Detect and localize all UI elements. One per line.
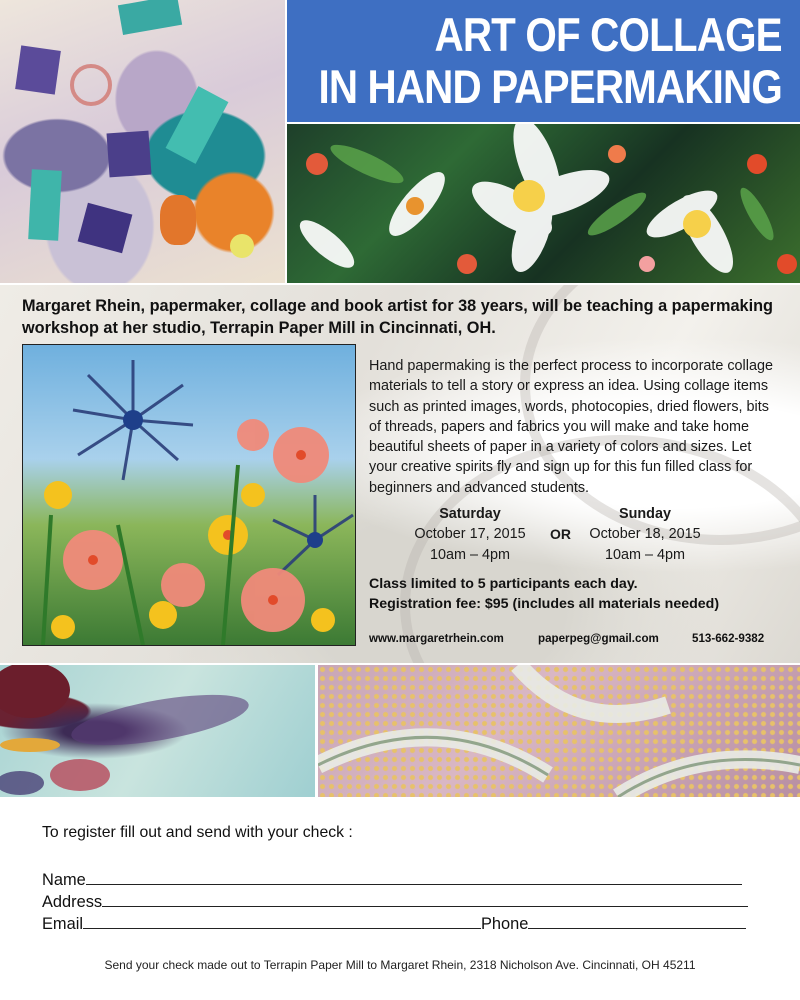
email-label: Email: [42, 915, 83, 933]
saturday-day-label: Saturday: [439, 506, 501, 522]
address-field-row: [42, 892, 748, 912]
email-phone-field-row: [42, 914, 746, 934]
sunday-date: October 18, 2015: [589, 526, 701, 543]
phone-field[interactable]: [528, 914, 746, 929]
beads-paper-art: [318, 665, 800, 797]
beads-and-paper-image: [318, 665, 800, 797]
address-field[interactable]: [102, 892, 748, 907]
phone-number: 513-662-9382: [692, 632, 765, 645]
class-limits: [369, 574, 789, 615]
meadow-collage-image: [22, 344, 356, 646]
sunday-time: 10am – 4pm: [605, 546, 685, 563]
registration-fee-text: Registration fee: $95 (includes all materials needed): [369, 596, 720, 613]
name-label: Name: [42, 871, 86, 889]
flower-collage-image: [287, 124, 800, 283]
flower-collage-art: [287, 124, 800, 283]
or-label: OR: [550, 526, 571, 542]
name-field-row: [42, 870, 742, 890]
website-link[interactable]: www.margaretrhein.com: [369, 632, 504, 645]
phone-label: Phone: [481, 915, 529, 933]
description-text: Hand papermaking is the perfect process to incorporate collage materials to tell a story or express an idea. Using collage items such as printed images, words, photocopies, dried flowers, bits of threads, papers and fabrics you will make and take home beautiful sheets of paper in a variety of colors and sizes. Let your creative spirits fly and sign up for this fun filled class for beginners and advanced students.: [369, 358, 773, 496]
meadow-collage-art: [23, 345, 356, 646]
title-line-1: ART OF COLLAGE: [434, 8, 782, 61]
name-field[interactable]: [86, 870, 742, 885]
abstract-collage-image: [0, 0, 285, 283]
saturday-date: October 17, 2015: [414, 526, 526, 543]
pressed-petals-art: [0, 665, 315, 797]
email-field[interactable]: [83, 914, 481, 929]
participant-limit-text: Class limited to 5 participants each day.: [369, 576, 638, 592]
sunday-session: [575, 504, 715, 565]
saturday-session: [400, 504, 540, 565]
pressed-petals-image: [0, 665, 315, 797]
sunday-day-label: Sunday: [619, 506, 671, 522]
mailing-instructions: Send your check made out to Terrapin Paper Mill to Margaret Rhein, 2318 Nicholson Ave. Cincinnati, OH 45211: [104, 958, 696, 972]
title-banner: [287, 0, 800, 122]
title-line-2: IN HAND PAPERMAKING: [318, 60, 782, 113]
registration-form: [0, 799, 800, 1000]
workshop-info-section: [0, 285, 800, 663]
address-label: Address: [42, 893, 103, 911]
intro-text: Margaret Rhein, papermaker, collage and book artist for 38 years, will be teaching a papermaking workshop at her studio, Terrapin Paper Mill in Cincinnati, OH.: [22, 297, 773, 337]
registration-heading: To register fill out and send with your check :: [42, 824, 353, 841]
saturday-time: 10am – 4pm: [430, 546, 510, 563]
email-link[interactable]: paperpeg@gmail.com: [538, 632, 659, 645]
